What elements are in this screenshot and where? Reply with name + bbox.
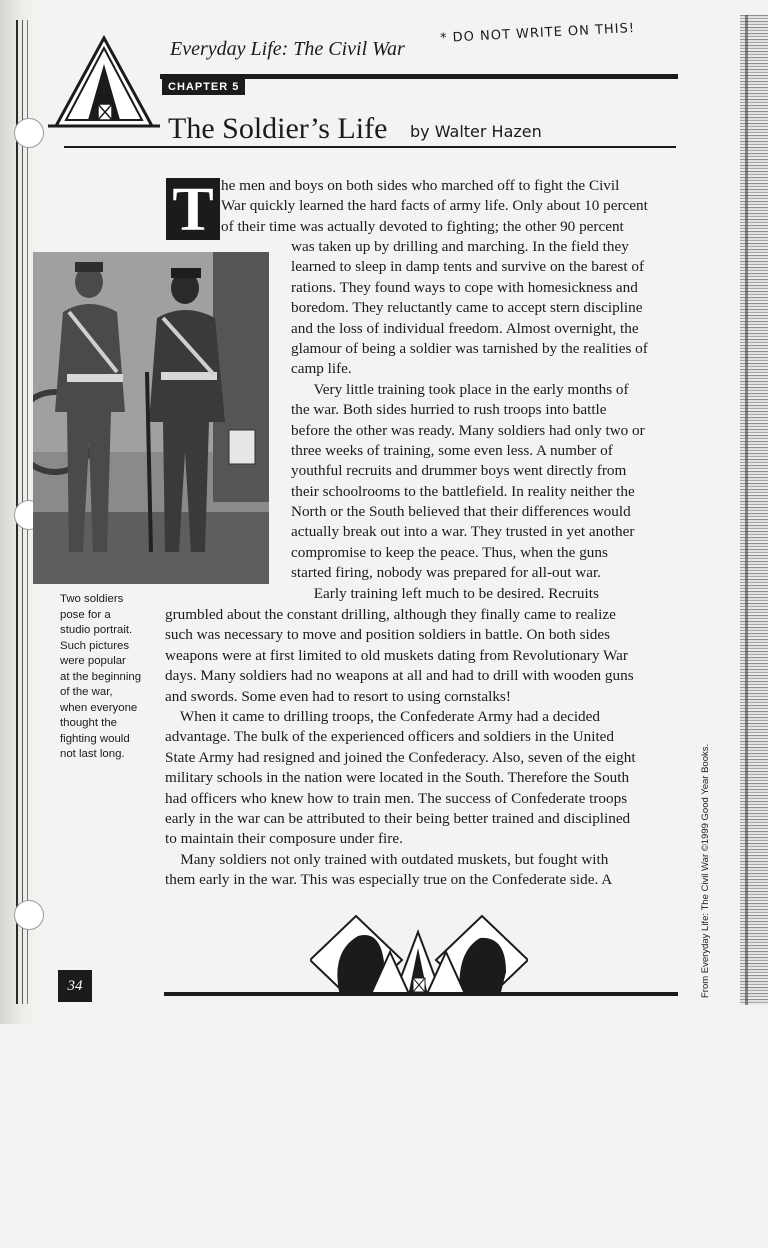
article-line: was taken up by drilling and marching. In the field they [291,238,629,255]
photo-caption [60,592,152,763]
article-line: such was necessary to move and position soldiers in battle. On both sides [165,626,611,644]
article-line: War quickly learned the hard facts of army life. Only about 10 percent [221,197,648,215]
caption-line: of the war, [60,686,113,698]
caption-line: fighting would [60,732,130,745]
article-line: North or the South believed that their differences would [291,503,631,521]
author-byline: by Walter Hazen [410,122,542,141]
punch-hole [14,900,44,930]
article-line: learned to sleep in damp tents and survive on the barest of [291,258,645,276]
copyright-credit [700,743,714,1248]
article-line: compromise to keep the peace. Thus, when the guns [291,543,608,561]
article-line: them early in the war. This was especially true on the Confederate side. A [165,871,613,889]
article-line: State Army had resigned and joined the Confederacy. Also, seven of the eight [165,748,636,766]
caption-line: were popular [60,655,126,667]
article-text-block-2 [291,237,648,604]
article-line: Early training left much to be desired. Recruits [291,584,599,602]
article-line: camp life. [291,360,352,378]
series-title: Everyday Life: The Civil War [170,38,405,60]
soldiers-photo [33,252,269,584]
article-line: rations. They found ways to cope with homesickness and [291,278,638,296]
article-line: three weeks of training, some even less. A number of [291,441,613,459]
footer-rule [164,992,678,996]
page-number: 34 [58,970,92,1002]
article-line: weapons were at first limited to old muskets dating from Revolutionary War [165,646,628,664]
chapter-label: CHAPTER 5 [162,79,245,95]
tent-logo-icon [48,34,160,134]
drop-cap [166,176,220,244]
drop-cap-letter: T [168,180,218,238]
caption-line: thought the [60,717,118,729]
article-line: military schools in the nation were located in the South. Therefore the South [165,769,630,787]
caption-line: studio portrait. [60,624,133,636]
article-line: started firing, nobody was prepared for all-out war. [291,564,601,582]
caption-line: Such pictures [60,639,130,652]
title-rule [64,146,676,148]
article-text-block-1 [221,176,648,237]
article-line: advantage. The bulk of the experienced officers and soldiers in the United [165,728,615,746]
punch-hole [14,118,44,148]
article-line: before the other was ready. Many soldiers had only two or [291,421,645,439]
article-line: youthful recruits and drummer boys went directly from [291,462,627,480]
article-line: early in the war can be attributed to their being better trained and disciplined [165,809,631,827]
article-line: days. Many soldiers had no weapons at all and had to drill with wooden guns [165,667,634,685]
article-line: and swords. Some even had to resort to using cornstalks! [165,687,511,705]
article-text-block-3 [165,605,636,890]
tent-camp-illustration-icon [310,912,528,996]
article-line: had officers who knew how to train men. The success of Confederate troops [165,789,628,807]
article-line: Many soldiers not only trained with outdated muskets, but fought with [165,850,609,868]
copyright-credit-text: From Everyday Life: The Civil War ©1999 Good Year Books. [700,743,711,998]
article-line: to maintain their composure under fire. [165,830,403,848]
article-line: glamour of being a soldier was tarnished by the realities of [291,339,648,357]
caption-line: at the beginning [60,670,142,683]
handwritten-note: * DO NOT WRITE ON THIS! [439,20,636,47]
article-line: and the loss of individual freedom. Almost overnight, the [291,319,639,337]
caption-line: Two soldiers [60,593,124,605]
caption-line: pose for a [60,608,111,621]
article-line: he men and boys on both sides who marched off to fight the Civil [221,177,620,194]
article-line: When it came to drilling troops, the Confederate Army had a decided [165,707,600,725]
article-line: actually break out into a war. They trusted in yet another [291,523,635,541]
article-line: of their time was actually devoted to fighting; the other 90 percent [221,217,624,235]
article-line: boredom. They reluctantly came to accept stern discipline [291,299,643,317]
article-line: the war. Both sides hurried to rush troops into battle [291,401,607,419]
page-title: The Soldier’s Life [168,112,388,145]
page-edge-line [745,15,748,1005]
article-line: grumbled about the constant drilling, although they finally came to realize [165,606,616,623]
caption-line: when everyone [60,701,138,714]
caption-line: not last long. [60,748,125,760]
article-line: their schoolrooms to the battlefield. In reality neither the [291,482,635,500]
article-line: Very little training took place in the early months of [291,380,629,398]
